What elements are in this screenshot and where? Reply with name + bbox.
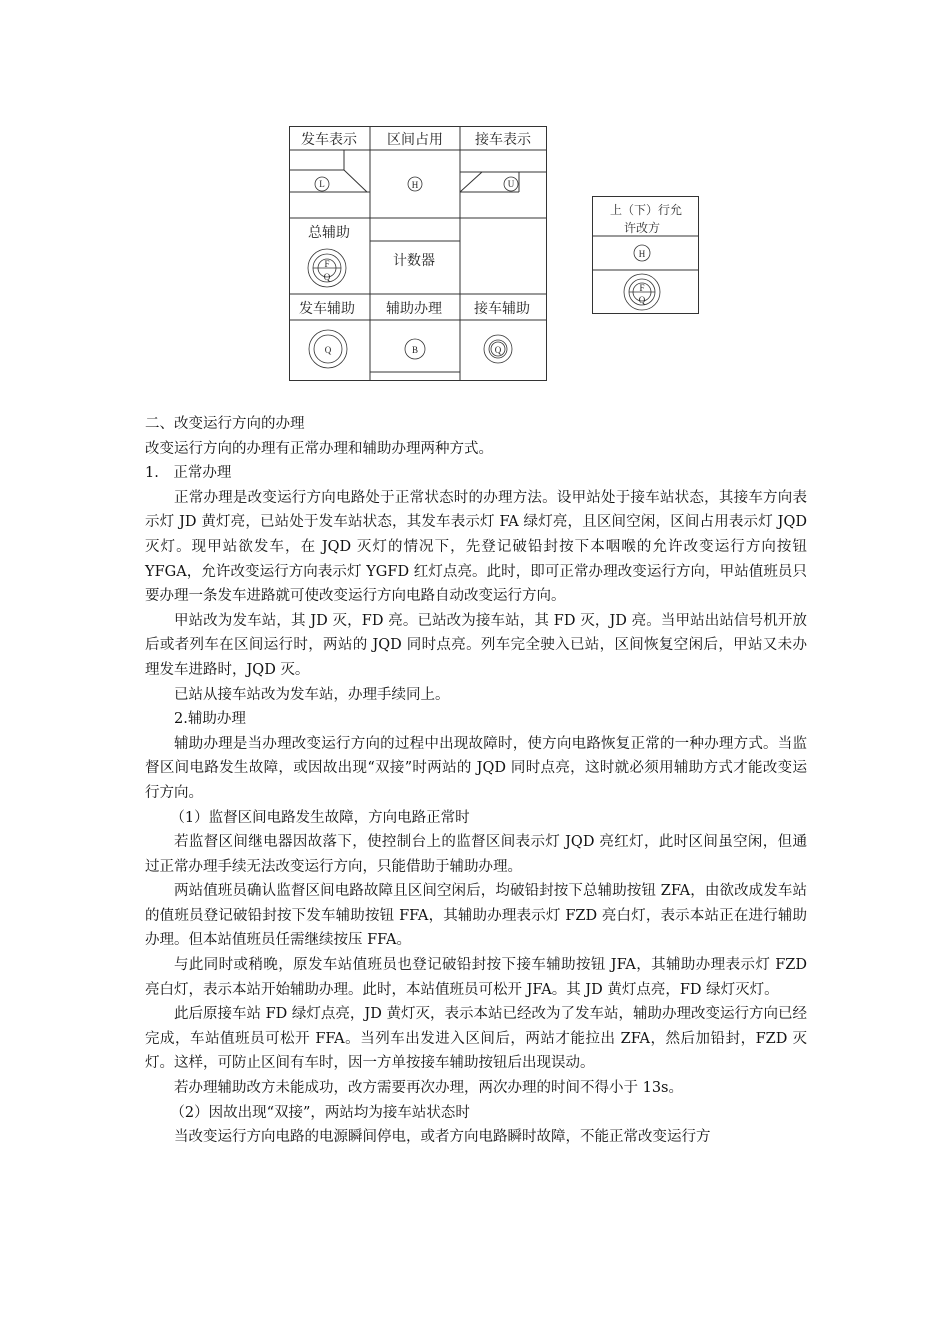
side-panel-title-line1: 上（下）行允 [609, 203, 683, 217]
document-body [145, 412, 807, 1150]
svg-text:F: F [639, 283, 645, 293]
depart-aux-button-icon[interactable] [309, 330, 347, 368]
label-receive-indicator: 接车表示 [475, 132, 531, 148]
paragraph: 两站值班员确认监督区间电路故障且区间空闲后，均破铅封按下总辅助按钮 ZFA，由欲改成发车站的值班员登记破铅封按下发车辅助按钮 FFA，其辅助办理表示灯 FZD 亮白灯，表示本站正在进行辅助办理。但本站值班员任需继续按压 FFA。 [145, 883, 807, 949]
paragraph: 正常办理是改变运行方向电路处于正常状态时的办理方法。设甲站处于接车站状态，其接车方向表示灯 JD 黄灯亮，已站处于发车站状态，其发车表示灯 FA 绿灯亮，且区间空闲，区间占用表示灯 JQD 灭灯。现甲站欲发车，在 JQD 灭灯的情况下，先登记破铅封按下本咽喉的允许改变运行方向按钮 YFGA，允许改变运行方向表示灯 YGFD 红灯点亮。此时，即可正常办理改变运行方向，甲站值班员只要办理一条发车进路就可使改变运行方向电路自动改变运行方向。 [145, 489, 807, 605]
label-general-aux: 总辅助 [308, 225, 350, 241]
svg-text:Q: Q [323, 272, 331, 282]
paragraph: 若监督区间继电器因故落下，使控制台上的监督区间表示灯 JQD 亮红灯，此时区间虽空闲，但通过正常办理手续无法改变运行方向，只能借助于辅助办理。 [145, 834, 807, 875]
label-section-occupied: 区间占用 [387, 132, 443, 148]
label-depart-aux: 发车辅助 [299, 301, 355, 317]
control-panel-diagram [289, 126, 548, 382]
svg-text:U: U [507, 179, 515, 189]
svg-text:F: F [324, 259, 330, 269]
paragraph: 当改变运行方向电路的电源瞬间停电，或者方向电路瞬时故障，不能正常改变运行方 [174, 1129, 711, 1146]
aux-handling-lamp-icon [405, 339, 425, 359]
general-aux-button-icon[interactable] [308, 249, 346, 287]
paragraph: 与此同时或稍晚，原发车站值班员也登记破铅封按下接车辅助按钮 JFA，其辅助办理表示灯 FZD 亮白灯，表示本站开始辅助办理。此时，本站值班员可松开 JFA。其 JD 黄灯点亮，FD 绿灯灭灯。 [145, 957, 807, 998]
paragraph: 已站从接车站改为发车站，办理手续同上。 [174, 686, 450, 703]
side-permission-button-icon[interactable] [624, 274, 660, 310]
intro-paragraph: 改变运行方向的办理有正常办理和辅助办理两种方式。 [145, 440, 493, 457]
subsection-aux: 2.辅助办理 [174, 711, 246, 728]
lamp-L-icon [315, 177, 329, 191]
label-aux-handling: 辅助办理 [386, 301, 442, 317]
svg-text:H: H [638, 249, 646, 259]
svg-text:Q: Q [494, 345, 502, 355]
label-counter: 计数器 [393, 253, 435, 269]
svg-text:L: L [319, 179, 325, 189]
side-lamp-H-icon [634, 245, 650, 261]
section-heading: 二、改变运行方向的办理 [145, 416, 305, 432]
paragraph: 辅助办理是当办理改变运行方向的过程中出现故障时，使方向电路恢复正常的一种办理方式。当监督区间电路发生故障，或因故出现“双接”时两站的 JQD 同时点亮，这时就必须用辅助方式才能改变运行方向。 [145, 735, 807, 801]
paragraph: 此后原接车站 FD 绿灯点亮，JD 黄灯灭，表示本站已经改为了发车站，辅助办理改变运行方向已经完成，车站值班员可松开 FFA。当列车出发进入区间后，两站才能拉出 ZFA，然后加铅封，FZD 灭灯。这样，可防止区间有车时，因一方单按接车辅助按钮后出现误动。 [145, 1006, 807, 1072]
receive-aux-button-icon[interactable] [484, 335, 512, 363]
direction-change-permission-panel [592, 196, 700, 316]
paragraph: 甲站改为发车站，其 JD 灭，FD 亮。已站改为接车站，其 FD 灭，JD 亮。当甲站出站信号机开放后或者列车在区间运行时，两站的 JQD 同时点亮。列车完全驶入已站，区间恢复空闲后，甲站又未办理发车进路时，JQD 灭。 [145, 612, 807, 678]
svg-text:H: H [411, 180, 419, 190]
svg-text:B: B [411, 345, 419, 355]
side-panel-title-line2: 许改方 [623, 221, 661, 235]
subsection-normal: 1. 正常办理 [145, 465, 232, 482]
subsection-item: （2）因故出现“双接”，两站均为接车站状态时 [170, 1104, 470, 1121]
subsection-item: （1）监督区间电路发生故障，方向电路正常时 [170, 809, 470, 826]
lamp-H-icon [408, 177, 422, 191]
paragraph: 若办理辅助改方未能成功，改方需要再次办理，两次办理的时间不得小于 13s。 [174, 1080, 683, 1097]
svg-text:Q: Q [638, 295, 646, 305]
svg-text:Q: Q [324, 345, 332, 355]
label-depart-indicator: 发车表示 [301, 132, 357, 148]
lamp-U-icon [504, 177, 518, 191]
label-receive-aux: 接车辅助 [474, 301, 530, 317]
